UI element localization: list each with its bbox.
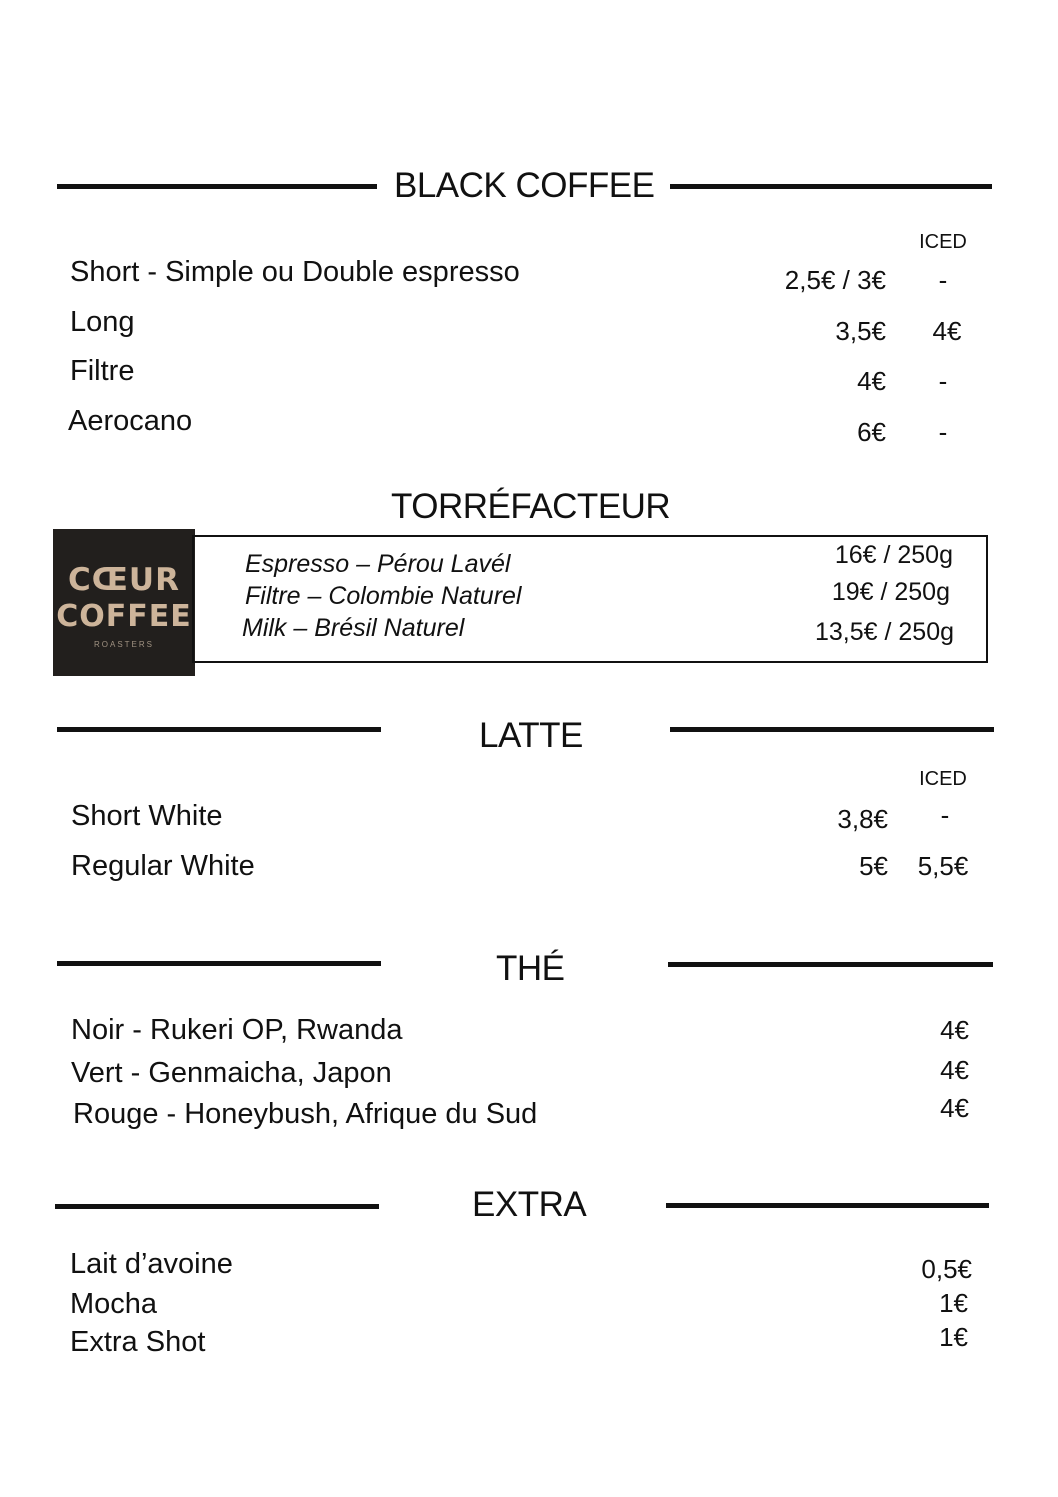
section-rule-right (666, 1203, 989, 1208)
menu-item-price: 0,5€ (921, 1254, 972, 1284)
roast-item-name: Filtre – Colombie Naturel (245, 582, 522, 610)
roast-item-name: Espresso – Pérou Lavél (245, 550, 511, 578)
section-rule-right (670, 184, 992, 189)
section-rule-left (57, 727, 381, 732)
menu-item-name: Regular White (71, 850, 255, 882)
menu-item-name: Mocha (70, 1288, 158, 1320)
coeur-coffee-logo (53, 529, 195, 676)
menu-item-name: Filtre (70, 355, 135, 387)
section-rule-left (57, 184, 377, 189)
menu-item-name: Rouge - Honeybush, Afrique du Sud (73, 1098, 538, 1130)
menu-item-price: 1€ (939, 1322, 968, 1352)
menu-item-name: Lait d’avoine (70, 1248, 233, 1280)
menu-item-name: Short - Simple ou Double espresso (70, 256, 520, 288)
menu-item-name: Noir - Rukeri OP, Rwanda (71, 1014, 403, 1046)
section-title-black-coffee: BLACK COFFEE (394, 166, 655, 205)
menu-item-name: Aerocano (68, 405, 193, 437)
menu-item-iced-price: - (940, 800, 950, 830)
section-title-the: THÉ (496, 949, 565, 988)
section-rule-left (55, 1204, 379, 1209)
menu-item-name: Extra Shot (70, 1326, 206, 1358)
menu-item-iced-price: - (938, 265, 948, 295)
menu-item-price: 6€ (857, 417, 886, 447)
menu-item-iced-price: - (938, 417, 948, 447)
menu-item-name: Short White (71, 800, 223, 832)
menu-item-price: 1€ (939, 1288, 968, 1318)
roast-item-price: 16€ / 250g (834, 541, 953, 569)
menu-item-price: 4€ (940, 1093, 969, 1123)
logo-line-2: COFFEE (56, 599, 192, 634)
section-rule-right (670, 727, 994, 732)
menu-item-name: Vert - Genmaicha, Japon (71, 1057, 392, 1089)
menu-item-price: 5€ (859, 851, 888, 881)
menu-item-price: 4€ (940, 1055, 969, 1085)
iced-column-label: ICED (919, 768, 967, 790)
section-rule-left (57, 961, 381, 966)
roast-item-name: Milk – Brésil Naturel (242, 614, 465, 642)
section-title-extra: EXTRA (472, 1185, 587, 1224)
section-rule-right (668, 962, 993, 967)
menu-item-price: 4€ (857, 366, 886, 396)
logo-line-3: ROASTERS (93, 640, 154, 649)
iced-column-label: ICED (919, 231, 967, 253)
section-title-torrefacteur: TORRÉFACTEUR (391, 487, 671, 526)
menu-item-price: 3,5€ (835, 316, 886, 346)
menu-item-iced-price: - (938, 366, 948, 396)
menu-item-iced-price: 4€ (932, 316, 962, 346)
menu-item-name: Long (70, 306, 135, 338)
menu-item-iced-price: 5,5€ (917, 851, 969, 881)
menu-item-price: 2,5€ / 3€ (784, 265, 886, 295)
menu-item-price: 3,8€ (837, 804, 888, 834)
roast-item-price: 13,5€ / 250g (814, 618, 954, 646)
logo-line-1: CŒUR (68, 562, 180, 598)
section-title-latte: LATTE (479, 716, 583, 755)
roast-item-price: 19€ / 250g (831, 578, 950, 606)
menu-item-price: 4€ (940, 1015, 969, 1045)
